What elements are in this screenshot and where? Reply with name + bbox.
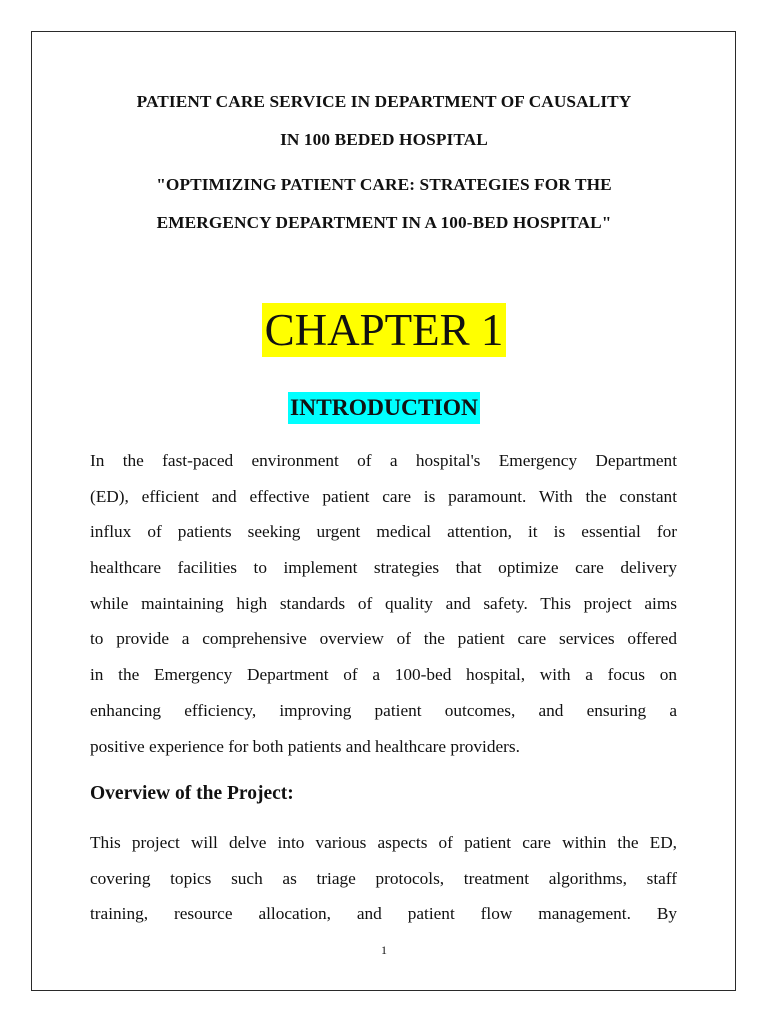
paragraph-line: influx of patients seeking urgent medical attention, it is essential for <box>90 522 677 542</box>
paragraph-line: in the Emergency Department of a 100-bed hospital, with a focus on <box>90 665 677 685</box>
title-line-2: IN 100 BEDED HOSPITAL <box>280 130 488 149</box>
subtitle-line-2: EMERGENCY DEPARTMENT IN A 100-BED HOSPITAL" <box>156 213 612 232</box>
paragraph-line: (ED), efficient and effective patient care is paramount. With the constant <box>90 486 677 506</box>
paragraph-line: healthcare facilities to implement strategies that optimize care delivery <box>90 558 677 578</box>
intro-paragraph <box>90 443 677 764</box>
paragraph-line: to provide a comprehensive overview of the patient care services offered <box>90 629 677 649</box>
paragraph-line: In the fast-paced environment of a hospital's Emergency Department <box>90 451 677 470</box>
chapter-label: CHAPTER 1 <box>262 303 507 357</box>
paragraph-line: while maintaining high standards of quality and safety. This project aims <box>90 593 677 613</box>
subtitle-line-1: "OPTIMIZING PATIENT CARE: STRATEGIES FOR THE <box>156 175 612 194</box>
paragraph-line: training, resource allocation, and patient flow management. By <box>90 904 677 924</box>
document-title <box>60 92 708 242</box>
overview-subheading: Overview of the Project: <box>90 783 294 804</box>
paragraph-line: covering topics such as triage protocols, treatment algorithms, staff <box>90 868 677 888</box>
title-line-1: PATIENT CARE SERVICE IN DEPARTMENT OF CAUSALITY <box>136 92 632 111</box>
paragraph-line: enhancing efficiency, improving patient outcomes, and ensuring a <box>90 700 677 720</box>
paragraph-line: positive experience for both patients and healthcare providers. <box>90 736 520 756</box>
overview-paragraph <box>90 825 677 932</box>
paragraph-line: This project will delve into various aspects of patient care within the ED, <box>90 833 677 852</box>
page-number: 1 <box>381 943 387 957</box>
section-heading: INTRODUCTION <box>288 392 480 424</box>
